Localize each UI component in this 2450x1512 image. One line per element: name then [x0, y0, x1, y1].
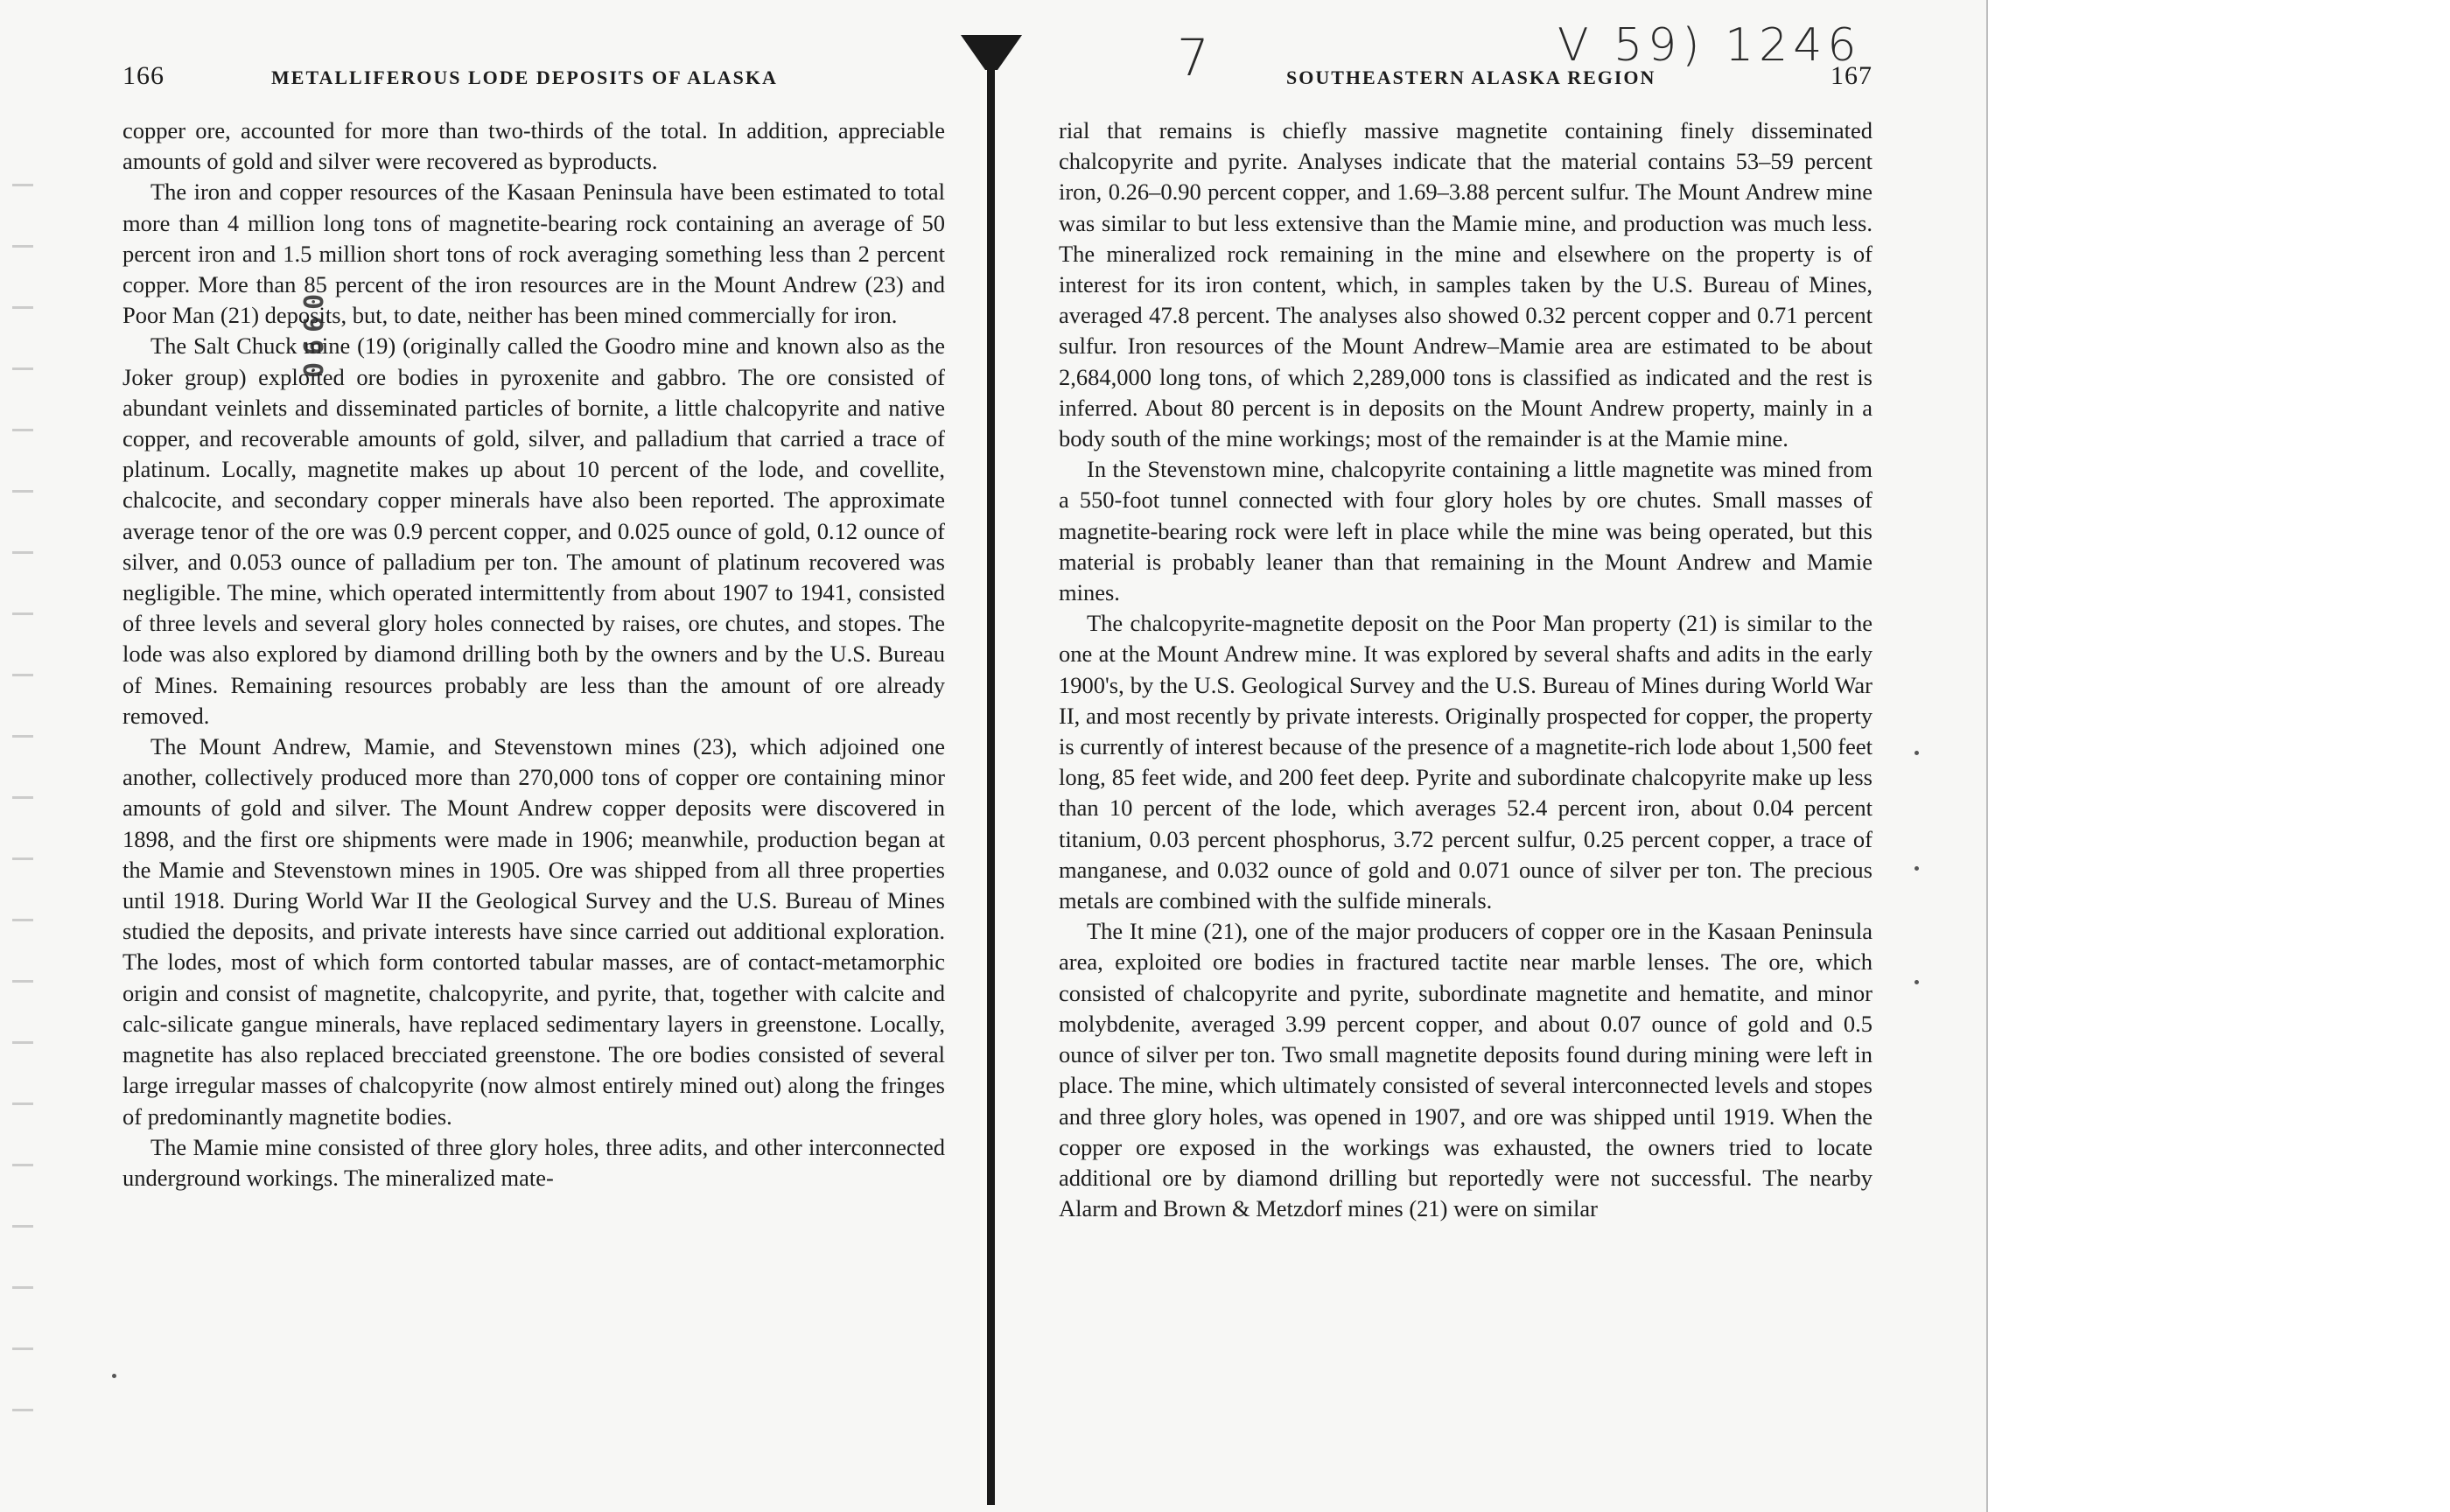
right-paragraph-4: The It mine (21), one of the major producers of copper ore in the Kasaan Peninsula area, exploited ore bodies in fractured tactite near marble lenses. The ore, which consisted of chalcopyrite and pyrite, subordinate magnetite and hematite, and minor molybdenite, averaged 3.99 percent copper, and about 0.07 ounce of gold and 0.5 ounce of silver per ton. Two small magnetite deposits found during mining were left in place. The mine, which ultimately consisted of several interconnected levels and stopes and three glory holes, was opened in 1907, and ore was shipped until 1919. When the copper ore exposed in the workings was exhausted, the owners tried to locate additional ore by diamond drilling but reportedly were not successful. The nearby Alarm and Brown & Metzdorf mines (21) were on similar — [1059, 918, 1872, 1222]
left-paragraph-4: The Mount Andrew, Mamie, and Stevenstown mines (23), which adjoined one another, collectively produced more than 270,000 tons of copper ore containing minor amounts of gold and silver. The Mount Andrew copper deposits were discovered in 1898, and the first ore shipments were made in 1906; meanwhile, production began at the Mamie and Stevenstown mines in 1905. Ore was shipped from all three properties until 1918. During World War II the Geological Survey and the U.S. Bureau of Mines studied the deposits, and private interests have since carried out additional exploration. The lodes, most of which form contorted tabular masses, are of contact-metamorphic origin and consist of magnetite, chalcopyrite, and pyrite, that, together with calcite and calc-silicate gangue minerals, have replaced sedimentary layers in greenstone. Locally, magnetite has also replaced brecciated greenstone. The ore bodies consisted of several large irregular masses of chalcopyrite (now almost entirely mined out) along the fringes of predominantly magnetite bodies. — [122, 733, 945, 1130]
left-page — [122, 0, 945, 1512]
right-page-number: 167 — [1830, 61, 1872, 90]
page-edge-marks — [12, 158, 33, 1470]
right-paragraph-3: The chalcopyrite-magnetite deposit on the Poor Man property (21) is similar to the one at the Mount Andrew mine. It was explored by several shafts and adits in the early 1900's, by the U.S. Geological Survey and the U.S. Bureau of Mines during World War II, and most recently by private interests. Originally prospected for copper, the property is currently of interest because of the presence of a magnetite-rich lode about 1,500 feet long, 85 feet wide, and 200 feet deep. Pyrite and subordinate chalcopyrite make up less than 10 percent of the lode, which averages 52.4 percent iron, about 0.04 percent titanium, 0.03 percent phosphorus, 3.72 percent sulfur, 0.25 percent copper, a trace of manganese, and 0.032 ounce of gold and 0.071 ounce of silver per ton. The precious metals are combined with the sulfide minerals. — [1059, 610, 1872, 914]
left-paragraph-2: The iron and copper resources of the Kasaan Peninsula have been estimated to total more than 4 million long tons of magnetite-bearing rock containing an average of 50 percent iron and 1.5 million short tons of rock averaging something less than 2 percent copper. More than 85 percent of the iron resources are in the Mount Andrew (23) and Poor Man (21) deposits, but, to date, neither has been mined commercially for iron. — [122, 178, 945, 329]
handwritten-code: V 59) 1246 — [1558, 19, 1862, 72]
right-paragraph-2: In the Stevenstown mine, chalcopyrite containing a little magnetite was mined from a 550-foot tunnel connected with four glory holes by ore chutes. Small masses of magnetite-bearing rock were left in place while the mine was being operated, but this material is probably leaner than that remaining in the Mount Andrew and Mamie mines. — [1059, 456, 1872, 606]
right-paragraph-1: rial that remains is chiefly massive magnetite containing finely disseminated chalcopyrite and pyrite. Analyses indicate that the material contains 53–59 percent iron, 0.26–0.90 percent copper, and 1.69–3.88 percent sulfur. The Mount Andrew mine was similar to but less extensive than the Mamie mine, and production was much less. The mineralized rock remaining in the mine and elsewhere on the property is of interest for its iron content, which, in samples taken by the U.S. Bureau of Mines, averaged 47.8 percent. The analyses also showed 0.32 percent copper and 0.71 percent sulfur. Iron resources of the Mount Andrew–Mamie area are estimated to be about 2,684,000 long tons, of which 2,289,000 tons is classified as indicated and the rest is inferred. About 80 percent is in deposits on the Mount Andrew property, mainly in a body south of the mine workings; most of the remainder is at the Mamie mine. — [1059, 117, 1872, 452]
right-running-title: SOUTHEASTERN ALASKA REGION — [1286, 66, 1656, 88]
right-page — [1059, 0, 1872, 1512]
binding-clip — [961, 35, 1022, 70]
vertical-stamp: 0660 — [299, 286, 330, 378]
left-paragraph-5: The Mamie mine consisted of three glory holes, three adits, and other interconnected underground workings. The mineralized mate- — [122, 1133, 945, 1191]
scan-speck — [1914, 980, 1919, 984]
scan-speck — [1914, 751, 1919, 755]
left-running-title: METALLIFEROUS LODE DEPOSITS OF ALASKA — [271, 66, 778, 88]
book-gutter — [987, 70, 995, 1505]
scan-speck — [112, 1374, 116, 1378]
scan-speck — [1914, 866, 1919, 871]
left-running-head — [122, 61, 945, 96]
right-body-text — [1059, 116, 1872, 1224]
left-page-number: 166 — [122, 61, 164, 90]
left-body-text — [122, 116, 945, 1194]
left-paragraph-3: The Salt Chuck mine (19) (originally called the Goodro mine and known also as the Joker group) exploited ore bodies in pyroxenite and gabbro. The ore consisted of abundant veinlets and disseminated particles of bornite, a little chalcopyrite and native copper, and recoverable amounts of gold, silver, and palladium that carried a trace of platinum. Locally, magnetite makes up about 10 percent of the lode, and covellite, chalcocite, and secondary copper minerals have also been reported. The approximate average tenor of the ore was 0.9 percent copper, and 0.025 ounce of gold, 0.12 ounce of silver, and 0.053 ounce of palladium per ton. The amount of platinum recovered was negligible. The mine, which operated intermittently from about 1907 to 1941, consisted of three levels and several glory holes connected by raises, ore chutes, and stopes. The lode was also explored by diamond drilling both by the owners and by the U.S. Bureau of Mines. Remaining resources probably are less than the amount of ore already removed. — [122, 332, 945, 729]
left-paragraph-1: copper ore, accounted for more than two-thirds of the total. In addition, appreciable amounts of gold and silver were recovered as byproducts. — [122, 117, 945, 175]
handwritten-number: 7 — [1177, 28, 1209, 88]
